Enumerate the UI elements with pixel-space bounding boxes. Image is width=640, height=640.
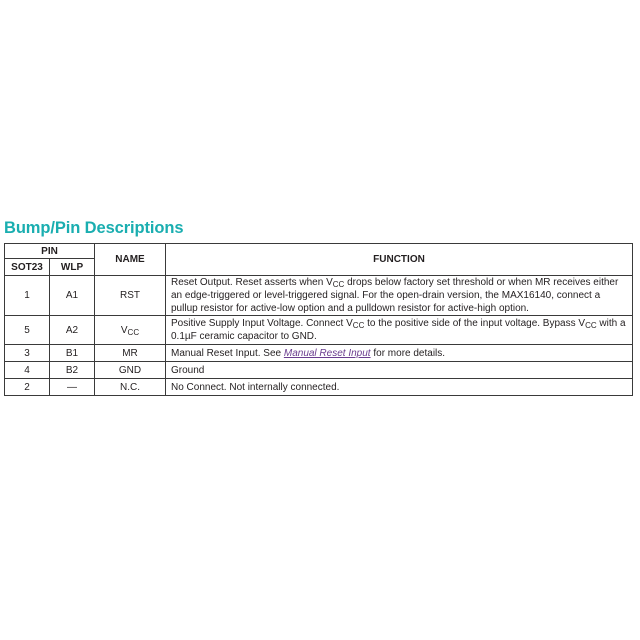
function-text: to the positive side of the input voltage. Bypass V — [364, 318, 586, 329]
cell-function — [166, 276, 633, 316]
cell-sot23: 3 — [5, 345, 50, 362]
cell-function: No Connect. Not internally connected. — [166, 379, 633, 396]
function-text: for more details. — [370, 347, 446, 359]
cell-function — [166, 345, 633, 362]
name-subscript: CC — [127, 327, 140, 337]
manual-reset-input-link[interactable]: Manual Reset Input — [283, 347, 371, 359]
cell-name: N.C. — [95, 379, 166, 396]
function-text: with a 0.1µF ceramic capacitor to GND. — [171, 318, 626, 342]
function-text: Manual Reset Input. See — [171, 347, 284, 359]
table-row-nc — [5, 379, 633, 396]
table-row-mr — [5, 345, 633, 362]
header-sot23: SOT23 — [5, 259, 50, 276]
cell-wlp: B1 — [50, 345, 95, 362]
function-subscript: CC — [585, 321, 597, 330]
cell-name — [95, 316, 166, 345]
cell-wlp: A2 — [50, 316, 95, 345]
cell-name: MR — [95, 345, 166, 362]
cell-wlp: — — [50, 379, 95, 396]
section-title: Bump/Pin Descriptions — [4, 219, 184, 237]
function-text: drops below factory set threshold or when MR receives either an edge-triggered or level-triggered signal. For the open-drain version, the MAX16140, connect a pullup resistor for active-low option and a pulldown resistor for active-high option. — [171, 277, 619, 314]
cell-function: Ground — [166, 362, 633, 379]
cell-sot23: 5 — [5, 316, 50, 345]
cell-sot23: 4 — [5, 362, 50, 379]
cell-wlp: A1 — [50, 276, 95, 316]
function-text: Positive Supply Input Voltage. Connect V — [171, 318, 353, 329]
function-subscript: CC — [332, 280, 345, 289]
pin-description-table — [4, 243, 633, 396]
table-row-vcc — [5, 316, 633, 345]
function-text: Reset Output. Reset asserts when V — [171, 277, 333, 288]
header-function: FUNCTION — [166, 244, 633, 276]
name-main: V — [120, 324, 128, 336]
cell-name: RST — [95, 276, 166, 316]
cell-name: GND — [95, 362, 166, 379]
header-name: NAME — [95, 244, 166, 276]
cell-function — [166, 316, 633, 345]
function-subscript: CC — [352, 321, 365, 330]
header-pin: PIN — [5, 244, 95, 259]
cell-sot23: 1 — [5, 276, 50, 316]
cell-wlp: B2 — [50, 362, 95, 379]
header-wlp: WLP — [50, 259, 95, 276]
table-row-gnd — [5, 362, 633, 379]
table-row-rst — [5, 276, 633, 316]
cell-sot23: 2 — [5, 379, 50, 396]
